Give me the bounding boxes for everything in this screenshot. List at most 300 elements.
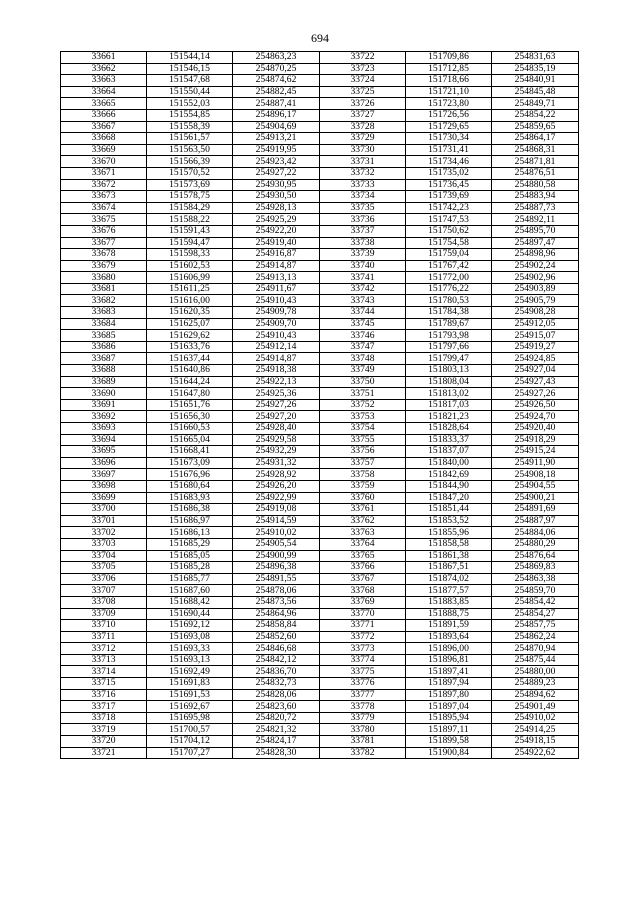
x-coordinate-cell: 151808,04 [406, 376, 492, 388]
table-row [61, 295, 579, 307]
point-number-cell: 33775 [320, 666, 406, 678]
x-coordinate-cell: 151718,66 [406, 75, 492, 87]
x-coordinate-cell: 151606,99 [147, 272, 233, 284]
point-number-cell: 33711 [61, 631, 147, 643]
x-coordinate-cell: 151550,44 [147, 86, 233, 98]
table-row [61, 480, 579, 492]
point-number-cell: 33749 [320, 365, 406, 377]
y-coordinate-cell: 254874,62 [233, 75, 320, 87]
y-coordinate-cell: 254928,92 [233, 469, 320, 481]
point-number-cell: 33735 [320, 202, 406, 214]
y-coordinate-cell: 254900,99 [233, 550, 320, 562]
x-coordinate-cell: 151803,13 [406, 365, 492, 377]
y-coordinate-cell: 254883,94 [492, 191, 579, 203]
point-number-cell: 33697 [61, 469, 147, 481]
y-coordinate-cell: 254926,50 [492, 399, 579, 411]
table-row [61, 689, 579, 701]
y-coordinate-cell: 254821,32 [233, 724, 320, 736]
y-coordinate-cell: 254880,58 [492, 179, 579, 191]
y-coordinate-cell: 254910,02 [492, 712, 579, 724]
x-coordinate-cell: 151707,27 [147, 747, 233, 759]
x-coordinate-cell: 151867,51 [406, 562, 492, 574]
y-coordinate-cell: 254854,22 [492, 109, 579, 121]
table-row [61, 144, 579, 156]
y-coordinate-cell: 254873,56 [233, 596, 320, 608]
x-coordinate-cell: 151656,30 [147, 411, 233, 423]
point-number-cell: 33782 [320, 747, 406, 759]
table-row [61, 504, 579, 516]
x-coordinate-cell: 151673,09 [147, 457, 233, 469]
y-coordinate-cell: 254849,71 [492, 98, 579, 110]
x-coordinate-cell: 151799,47 [406, 353, 492, 365]
y-coordinate-cell: 254927,43 [492, 376, 579, 388]
x-coordinate-cell: 151554,85 [147, 109, 233, 121]
y-coordinate-cell: 254878,06 [233, 585, 320, 597]
x-coordinate-cell: 151844,90 [406, 480, 492, 492]
point-number-cell: 33771 [320, 620, 406, 632]
table-row [61, 736, 579, 748]
point-number-cell: 33739 [320, 249, 406, 261]
point-number-cell: 33731 [320, 156, 406, 168]
y-coordinate-cell: 254896,17 [233, 109, 320, 121]
x-coordinate-cell: 151573,69 [147, 179, 233, 191]
y-coordinate-cell: 254924,85 [492, 353, 579, 365]
point-number-cell: 33722 [320, 52, 406, 64]
point-number-cell: 33666 [61, 109, 147, 121]
x-coordinate-cell: 151851,44 [406, 504, 492, 516]
point-number-cell: 33736 [320, 214, 406, 226]
table-row [61, 446, 579, 458]
x-coordinate-cell: 151680,64 [147, 480, 233, 492]
table-row [61, 596, 579, 608]
y-coordinate-cell: 254905,54 [233, 538, 320, 550]
y-coordinate-cell: 254836,70 [233, 666, 320, 678]
y-coordinate-cell: 254864,17 [492, 133, 579, 145]
point-number-cell: 33756 [320, 446, 406, 458]
point-number-cell: 33686 [61, 341, 147, 353]
point-number-cell: 33721 [61, 747, 147, 759]
point-number-cell: 33724 [320, 75, 406, 87]
x-coordinate-cell: 151688,42 [147, 596, 233, 608]
y-coordinate-cell: 254875,44 [492, 654, 579, 666]
x-coordinate-cell: 151736,45 [406, 179, 492, 191]
table-row [61, 423, 579, 435]
point-number-cell: 33758 [320, 469, 406, 481]
table-row [61, 585, 579, 597]
y-coordinate-cell: 254918,15 [492, 736, 579, 748]
x-coordinate-cell: 151897,94 [406, 678, 492, 690]
point-number-cell: 33778 [320, 701, 406, 713]
x-coordinate-cell: 151821,23 [406, 411, 492, 423]
point-number-cell: 33752 [320, 399, 406, 411]
y-coordinate-cell: 254900,21 [492, 492, 579, 504]
table-row [61, 457, 579, 469]
point-number-cell: 33776 [320, 678, 406, 690]
point-number-cell: 33708 [61, 596, 147, 608]
x-coordinate-cell: 151833,37 [406, 434, 492, 446]
y-coordinate-cell: 254880,29 [492, 538, 579, 550]
point-number-cell: 33712 [61, 643, 147, 655]
point-number-cell: 33772 [320, 631, 406, 643]
y-coordinate-cell: 254828,06 [233, 689, 320, 701]
point-number-cell: 33726 [320, 98, 406, 110]
table-row [61, 562, 579, 574]
point-number-cell: 33760 [320, 492, 406, 504]
table-row [61, 538, 579, 550]
table-row [61, 620, 579, 632]
x-coordinate-cell: 151709,86 [406, 52, 492, 64]
table-row [61, 527, 579, 539]
table-row [61, 365, 579, 377]
point-number-cell: 33748 [320, 353, 406, 365]
x-coordinate-cell: 151734,46 [406, 156, 492, 168]
x-coordinate-cell: 151644,24 [147, 376, 233, 388]
point-number-cell: 33681 [61, 283, 147, 295]
y-coordinate-cell: 254904,69 [233, 121, 320, 133]
point-number-cell: 33674 [61, 202, 147, 214]
point-number-cell: 33719 [61, 724, 147, 736]
point-number-cell: 33690 [61, 388, 147, 400]
point-number-cell: 33670 [61, 156, 147, 168]
x-coordinate-cell: 151686,38 [147, 504, 233, 516]
x-coordinate-cell: 151726,56 [406, 109, 492, 121]
y-coordinate-cell: 254904,55 [492, 480, 579, 492]
x-coordinate-cell: 151640,86 [147, 365, 233, 377]
x-coordinate-cell: 151723,80 [406, 98, 492, 110]
point-number-cell: 33689 [61, 376, 147, 388]
point-number-cell: 33698 [61, 480, 147, 492]
table-row [61, 515, 579, 527]
table-row [61, 550, 579, 562]
y-coordinate-cell: 254871,81 [492, 156, 579, 168]
y-coordinate-cell: 254914,87 [233, 260, 320, 272]
y-coordinate-cell: 254927,04 [492, 365, 579, 377]
point-number-cell: 33738 [320, 237, 406, 249]
x-coordinate-cell: 151900,84 [406, 747, 492, 759]
y-coordinate-cell: 254922,20 [233, 225, 320, 237]
y-coordinate-cell: 254846,68 [233, 643, 320, 655]
y-coordinate-cell: 254831,63 [492, 52, 579, 64]
point-number-cell: 33706 [61, 573, 147, 585]
x-coordinate-cell: 151739,69 [406, 191, 492, 203]
y-coordinate-cell: 254922,62 [492, 747, 579, 759]
table-row [61, 318, 579, 330]
x-coordinate-cell: 151750,62 [406, 225, 492, 237]
y-coordinate-cell: 254870,94 [492, 643, 579, 655]
x-coordinate-cell: 151700,57 [147, 724, 233, 736]
y-coordinate-cell: 254896,38 [233, 562, 320, 574]
x-coordinate-cell: 151896,81 [406, 654, 492, 666]
y-coordinate-cell: 254824,17 [233, 736, 320, 748]
point-number-cell: 33663 [61, 75, 147, 87]
x-coordinate-cell: 151847,20 [406, 492, 492, 504]
point-number-cell: 33747 [320, 341, 406, 353]
point-number-cell: 33664 [61, 86, 147, 98]
point-number-cell: 33679 [61, 260, 147, 272]
y-coordinate-cell: 254882,45 [233, 86, 320, 98]
y-coordinate-cell: 254857,75 [492, 620, 579, 632]
x-coordinate-cell: 151693,08 [147, 631, 233, 643]
y-coordinate-cell: 254887,41 [233, 98, 320, 110]
point-number-cell: 33680 [61, 272, 147, 284]
point-number-cell: 33762 [320, 515, 406, 527]
point-number-cell: 33741 [320, 272, 406, 284]
point-number-cell: 33713 [61, 654, 147, 666]
y-coordinate-cell: 254914,87 [233, 353, 320, 365]
point-number-cell: 33692 [61, 411, 147, 423]
x-coordinate-cell: 151686,97 [147, 515, 233, 527]
y-coordinate-cell: 254892,11 [492, 214, 579, 226]
y-coordinate-cell: 254920,40 [492, 423, 579, 435]
y-coordinate-cell: 254911,90 [492, 457, 579, 469]
point-number-cell: 33742 [320, 283, 406, 295]
x-coordinate-cell: 151692,12 [147, 620, 233, 632]
y-coordinate-cell: 254908,18 [492, 469, 579, 481]
point-number-cell: 33764 [320, 538, 406, 550]
point-number-cell: 33717 [61, 701, 147, 713]
point-number-cell: 33662 [61, 63, 147, 75]
point-number-cell: 33744 [320, 307, 406, 319]
y-coordinate-cell: 254876,64 [492, 550, 579, 562]
y-coordinate-cell: 254914,25 [492, 724, 579, 736]
point-number-cell: 33709 [61, 608, 147, 620]
x-coordinate-cell: 151893,64 [406, 631, 492, 643]
y-coordinate-cell: 254863,23 [233, 52, 320, 64]
point-number-cell: 33716 [61, 689, 147, 701]
x-coordinate-cell: 151611,25 [147, 283, 233, 295]
point-number-cell: 33751 [320, 388, 406, 400]
point-number-cell: 33723 [320, 63, 406, 75]
table-row [61, 179, 579, 191]
x-coordinate-cell: 151566,39 [147, 156, 233, 168]
x-coordinate-cell: 151895,94 [406, 712, 492, 724]
table-row [61, 712, 579, 724]
point-number-cell: 33728 [320, 121, 406, 133]
y-coordinate-cell: 254927,26 [492, 388, 579, 400]
table-row [61, 121, 579, 133]
point-number-cell: 33765 [320, 550, 406, 562]
table-row [61, 376, 579, 388]
x-coordinate-cell: 151883,85 [406, 596, 492, 608]
x-coordinate-cell: 151692,49 [147, 666, 233, 678]
y-coordinate-cell: 254862,24 [492, 631, 579, 643]
y-coordinate-cell: 254928,40 [233, 423, 320, 435]
point-number-cell: 33702 [61, 527, 147, 539]
y-coordinate-cell: 254891,55 [233, 573, 320, 585]
point-number-cell: 33678 [61, 249, 147, 261]
x-coordinate-cell: 151704,12 [147, 736, 233, 748]
x-coordinate-cell: 151552,03 [147, 98, 233, 110]
x-coordinate-cell: 151789,67 [406, 318, 492, 330]
table-row [61, 724, 579, 736]
table-row [61, 492, 579, 504]
x-coordinate-cell: 151633,76 [147, 341, 233, 353]
x-coordinate-cell: 151729,65 [406, 121, 492, 133]
y-coordinate-cell: 254842,12 [233, 654, 320, 666]
x-coordinate-cell: 151853,52 [406, 515, 492, 527]
y-coordinate-cell: 254930,50 [233, 191, 320, 203]
x-coordinate-cell: 151584,29 [147, 202, 233, 214]
x-coordinate-cell: 151629,62 [147, 330, 233, 342]
y-coordinate-cell: 254863,38 [492, 573, 579, 585]
y-coordinate-cell: 254931,32 [233, 457, 320, 469]
y-coordinate-cell: 254835,19 [492, 63, 579, 75]
table-row [61, 399, 579, 411]
x-coordinate-cell: 151647,80 [147, 388, 233, 400]
x-coordinate-cell: 151616,00 [147, 295, 233, 307]
point-number-cell: 33737 [320, 225, 406, 237]
x-coordinate-cell: 151591,43 [147, 225, 233, 237]
y-coordinate-cell: 254889,23 [492, 678, 579, 690]
point-number-cell: 33781 [320, 736, 406, 748]
y-coordinate-cell: 254891,69 [492, 504, 579, 516]
y-coordinate-cell: 254880,00 [492, 666, 579, 678]
point-number-cell: 33763 [320, 527, 406, 539]
y-coordinate-cell: 254887,73 [492, 202, 579, 214]
point-number-cell: 33729 [320, 133, 406, 145]
point-number-cell: 33704 [61, 550, 147, 562]
point-number-cell: 33766 [320, 562, 406, 574]
point-number-cell: 33732 [320, 167, 406, 179]
point-number-cell: 33672 [61, 179, 147, 191]
x-coordinate-cell: 151891,59 [406, 620, 492, 632]
y-coordinate-cell: 254859,65 [492, 121, 579, 133]
point-number-cell: 33734 [320, 191, 406, 203]
point-number-cell: 33703 [61, 538, 147, 550]
y-coordinate-cell: 254910,43 [233, 330, 320, 342]
point-number-cell: 33743 [320, 295, 406, 307]
y-coordinate-cell: 254905,79 [492, 295, 579, 307]
y-coordinate-cell: 254928,13 [233, 202, 320, 214]
table-row [61, 283, 579, 295]
y-coordinate-cell: 254887,97 [492, 515, 579, 527]
table-row [61, 63, 579, 75]
table-row [61, 191, 579, 203]
table-row [61, 654, 579, 666]
y-coordinate-cell: 254919,40 [233, 237, 320, 249]
point-number-cell: 33774 [320, 654, 406, 666]
point-number-cell: 33769 [320, 596, 406, 608]
y-coordinate-cell: 254927,26 [233, 399, 320, 411]
x-coordinate-cell: 151735,02 [406, 167, 492, 179]
x-coordinate-cell: 151685,29 [147, 538, 233, 550]
y-coordinate-cell: 254854,42 [492, 596, 579, 608]
x-coordinate-cell: 151897,11 [406, 724, 492, 736]
y-coordinate-cell: 254930,95 [233, 179, 320, 191]
x-coordinate-cell: 151691,83 [147, 678, 233, 690]
y-coordinate-cell: 254902,96 [492, 272, 579, 284]
y-coordinate-cell: 254820,72 [233, 712, 320, 724]
y-coordinate-cell: 254909,70 [233, 318, 320, 330]
point-number-cell: 33675 [61, 214, 147, 226]
y-coordinate-cell: 254909,78 [233, 307, 320, 319]
point-number-cell: 33720 [61, 736, 147, 748]
table-row [61, 434, 579, 446]
x-coordinate-cell: 151780,53 [406, 295, 492, 307]
x-coordinate-cell: 151874,02 [406, 573, 492, 585]
point-number-cell: 33761 [320, 504, 406, 516]
x-coordinate-cell: 151570,52 [147, 167, 233, 179]
table-row [61, 631, 579, 643]
point-number-cell: 33759 [320, 480, 406, 492]
x-coordinate-cell: 151637,44 [147, 353, 233, 365]
table-row [61, 260, 579, 272]
y-coordinate-cell: 254858,84 [233, 620, 320, 632]
point-number-cell: 33730 [320, 144, 406, 156]
y-coordinate-cell: 254903,89 [492, 283, 579, 295]
y-coordinate-cell: 254912,14 [233, 341, 320, 353]
y-coordinate-cell: 254876,51 [492, 167, 579, 179]
point-number-cell: 33707 [61, 585, 147, 597]
table-row [61, 469, 579, 481]
point-number-cell: 33733 [320, 179, 406, 191]
point-number-cell: 33665 [61, 98, 147, 110]
y-coordinate-cell: 254868,31 [492, 144, 579, 156]
x-coordinate-cell: 151625,07 [147, 318, 233, 330]
table-row [61, 202, 579, 214]
table-row [61, 133, 579, 145]
x-coordinate-cell: 151712,85 [406, 63, 492, 75]
y-coordinate-cell: 254912,05 [492, 318, 579, 330]
y-coordinate-cell: 254894,62 [492, 689, 579, 701]
x-coordinate-cell: 151660,53 [147, 423, 233, 435]
y-coordinate-cell: 254911,67 [233, 283, 320, 295]
x-coordinate-cell: 151683,93 [147, 492, 233, 504]
point-number-cell: 33673 [61, 191, 147, 203]
table-row [61, 330, 579, 342]
point-number-cell: 33780 [320, 724, 406, 736]
x-coordinate-cell: 151784,38 [406, 307, 492, 319]
y-coordinate-cell: 254924,70 [492, 411, 579, 423]
x-coordinate-cell: 151877,57 [406, 585, 492, 597]
x-coordinate-cell: 151544,14 [147, 52, 233, 64]
y-coordinate-cell: 254910,43 [233, 295, 320, 307]
y-coordinate-cell: 254908,28 [492, 307, 579, 319]
x-coordinate-cell: 151598,33 [147, 249, 233, 261]
x-coordinate-cell: 151690,44 [147, 608, 233, 620]
y-coordinate-cell: 254898,96 [492, 249, 579, 261]
x-coordinate-cell: 151588,22 [147, 214, 233, 226]
y-coordinate-cell: 254823,60 [233, 701, 320, 713]
y-coordinate-cell: 254919,27 [492, 341, 579, 353]
x-coordinate-cell: 151691,53 [147, 689, 233, 701]
table-row [61, 249, 579, 261]
point-number-cell: 33754 [320, 423, 406, 435]
point-number-cell: 33684 [61, 318, 147, 330]
x-coordinate-cell: 151676,96 [147, 469, 233, 481]
page-number: 694 [311, 31, 329, 45]
table-row [61, 109, 579, 121]
y-coordinate-cell: 254927,20 [233, 411, 320, 423]
coordinates-table [60, 51, 579, 759]
x-coordinate-cell: 151665,04 [147, 434, 233, 446]
y-coordinate-cell: 254901,49 [492, 701, 579, 713]
y-coordinate-cell: 254828,30 [233, 747, 320, 759]
x-coordinate-cell: 151563,50 [147, 144, 233, 156]
y-coordinate-cell: 254895,70 [492, 225, 579, 237]
y-coordinate-cell: 254929,58 [233, 434, 320, 446]
point-number-cell: 33755 [320, 434, 406, 446]
y-coordinate-cell: 254902,24 [492, 260, 579, 272]
point-number-cell: 33740 [320, 260, 406, 272]
table-row [61, 237, 579, 249]
x-coordinate-cell: 151896,00 [406, 643, 492, 655]
x-coordinate-cell: 151842,69 [406, 469, 492, 481]
point-number-cell: 33661 [61, 52, 147, 64]
point-number-cell: 33715 [61, 678, 147, 690]
x-coordinate-cell: 151721,10 [406, 86, 492, 98]
table-row [61, 272, 579, 284]
